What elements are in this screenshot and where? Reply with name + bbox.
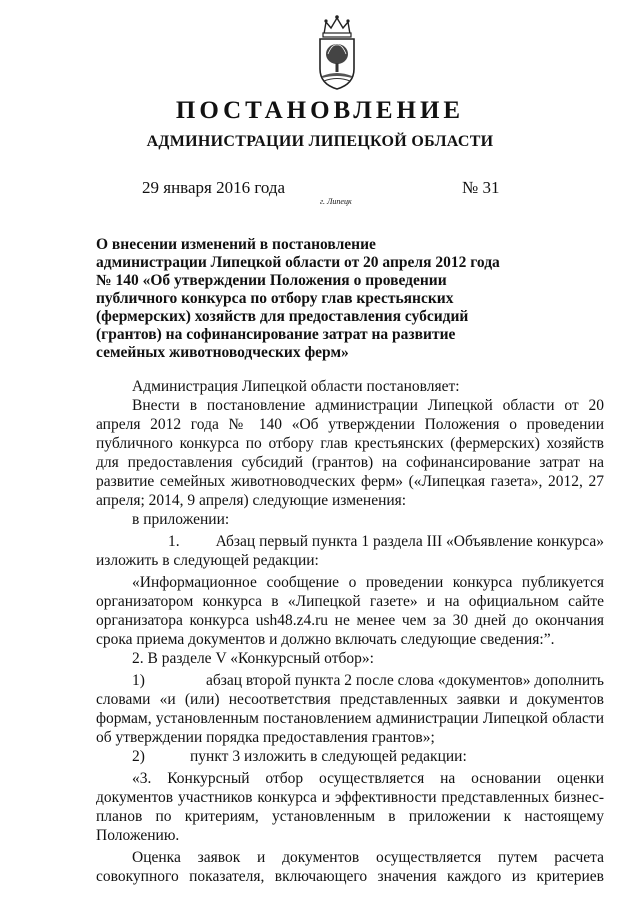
body-line: об утверждении порядка предоставления грантов»; xyxy=(96,729,435,746)
sub-item-2 xyxy=(96,747,604,766)
body-line: формам, установленным постановлением администрации Липецкой области xyxy=(96,710,604,727)
body-line: словами «и (или) несоответствия представленных заявки и документов xyxy=(96,691,604,708)
subject-line: О внесении изменений в постановление xyxy=(96,236,376,253)
preamble: Администрация Липецкой области постановляет: xyxy=(132,378,460,395)
subject-line: (фермерских) хозяйств для предоставления субсидий xyxy=(96,308,469,325)
subject-line: публичного конкурса по отбору глав крестьянских xyxy=(96,290,454,307)
sub-item-text: абзац второй пункта 2 после слова «документов» дополнить xyxy=(205,672,604,689)
quote-line: планов по критериям, установленным в приложении к настоящему xyxy=(96,808,604,825)
body-line: в приложении: xyxy=(132,511,230,528)
document-number: № 31 xyxy=(462,178,500,197)
document-city: г. Липецк xyxy=(320,197,352,206)
sub-item-text: пункт 3 изложить в следующей редакции: xyxy=(190,748,467,765)
sub-item-1 xyxy=(96,671,604,690)
document-subject xyxy=(96,236,536,362)
document-date: 29 января 2016 года xyxy=(142,178,286,197)
quote-line: «Информационное сообщение о проведении конкурса публикуется xyxy=(132,574,604,591)
body-line: публичного конкурса по отбору глав крестьянских (фермерских) хозяйств xyxy=(96,435,604,452)
list-item-number: 1. xyxy=(168,533,180,550)
body-line: изложить в следующей редакции: xyxy=(96,552,319,569)
sub-item-number: 1) xyxy=(132,672,145,689)
body-line: апреля 2012 года № 140 «Об утверждении Положения о проведении xyxy=(96,416,604,433)
list-item-1 xyxy=(96,532,604,551)
subject-line: (грантов) на софинансирование затрат на развитие xyxy=(96,326,456,343)
subject-line: администрации Липецкой области от 20 апреля 2012 года xyxy=(96,254,500,271)
quote-line: документов участников конкурса и эффективности представленных бизнес- xyxy=(96,789,604,806)
quote-line: организатором конкурса в «Липецкой газете» и на официальном сайте xyxy=(96,593,604,610)
issuer-name: АДМИНИСТРАЦИИ ЛИПЕЦКОЙ ОБЛАСТИ xyxy=(146,133,494,150)
subject-line: № 140 «Об утверждении Положения о проведении xyxy=(96,272,447,289)
coat-of-arms-icon xyxy=(312,14,362,92)
sub-item-number: 2) xyxy=(132,748,145,765)
body-line: для предоставления субсидий (грантов) на софинансирование затрат на xyxy=(96,454,604,471)
body-line: Оценка заявок и документов осуществляется путем расчета xyxy=(132,849,604,866)
document-title: ПОСТАНОВЛЕНИЕ xyxy=(175,97,465,124)
list-item-text: Абзац первый пункта 1 раздела III «Объявление конкурса» xyxy=(215,533,604,550)
body-line: апреля; 2014, 9 апреля) следующие изменения: xyxy=(96,492,407,509)
subject-line: семейных животноводческих ферм» xyxy=(96,344,349,361)
list-item-2: 2. В разделе V «Конкурсный отбор»: xyxy=(132,650,374,667)
quote-line: «3. Конкурсный отбор осуществляется на основании оценки xyxy=(132,770,604,787)
document-body xyxy=(96,377,604,886)
body-line: совокупного показателя, включающего значения каждого из критериев xyxy=(96,868,604,885)
body-line: развитие семейных животноводческих ферм» («Липецкая газета», 2012, 27 xyxy=(96,473,604,490)
quote-line: срока приема документов и должно включать следующие сведения:”. xyxy=(96,631,555,648)
quote-line: организатора конкурса ush48.z4.ru не менее чем за 30 дней до окончания xyxy=(96,612,604,629)
quote-line: Положению. xyxy=(96,827,180,844)
body-line: Внести в постановление администрации Липецкой области от 20 xyxy=(132,397,604,414)
